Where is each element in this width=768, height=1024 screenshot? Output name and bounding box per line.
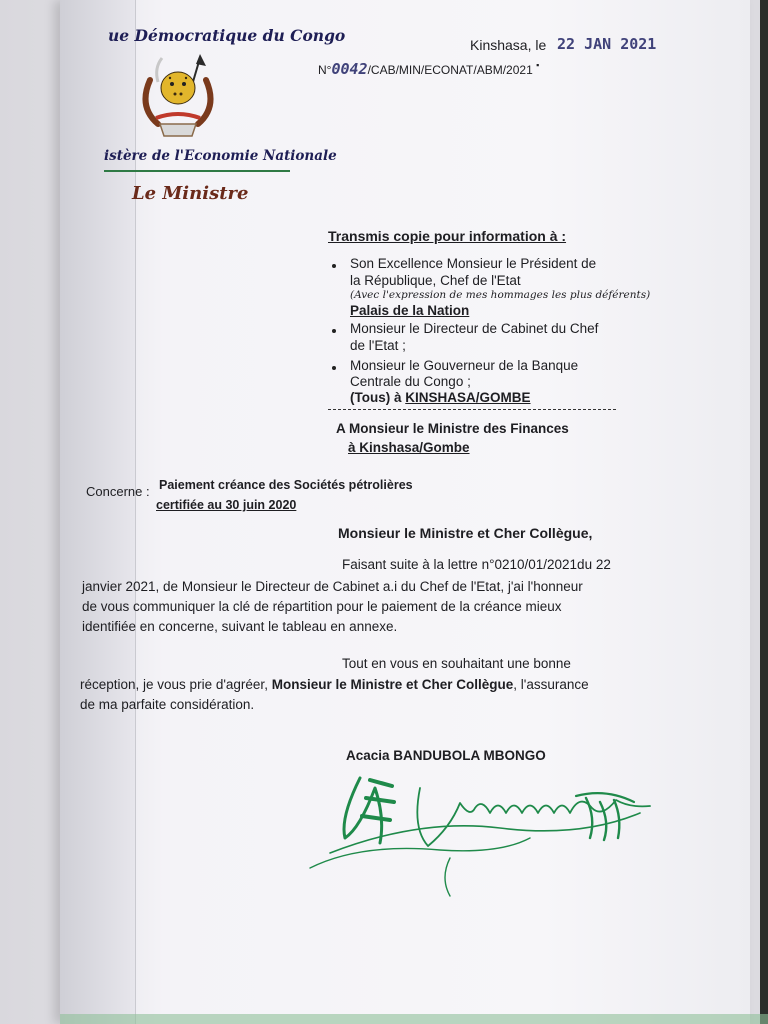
ministry-name: istère de l'Economie Nationale — [104, 148, 337, 164]
copy-2-line-2: de l'Etat ; — [350, 338, 406, 353]
copy-3-line-1: Monsieur le Gouverneur de la Banque — [350, 358, 579, 373]
salutation: Monsieur le Ministre et Cher Collègue, — [338, 525, 593, 541]
place-label: Kinshasa, le — [470, 37, 547, 53]
ministry-underline — [104, 170, 290, 172]
body-p2-line-1: Tout en vous en souhaitant une bonne — [342, 656, 571, 671]
date-stamp: 22 JAN 2021 — [557, 35, 657, 53]
body-p1-line-2: janvier 2021, de Monsieur le Directeur de Cabinet a.i du Chef de l'Etat, j'ai l'honneur — [82, 579, 583, 594]
reference-number: N°0042/CAB/MIN/ECONAT/ABM/2021 ▪ — [318, 60, 540, 78]
copies-all-place: KINSHASA/GOMBE — [405, 390, 531, 405]
reference-prefix: N° — [318, 63, 332, 77]
body-p1-line-1: Faisant suite à la lettre n°0210/01/2021du 22 — [342, 557, 611, 572]
body-p2-line-2 — [80, 677, 589, 692]
bullet — [332, 329, 336, 333]
copy-1-place: Palais de la Nation — [350, 303, 470, 318]
body-p1-line-4: identifiée en concerne, suivant le tableau en annexe. — [82, 619, 398, 634]
copies-heading: Transmis copie pour information à : — [328, 228, 567, 244]
body-p1-line-3: de vous communiquer la clé de répartition pour le paiement de la créance mieux — [82, 599, 562, 614]
recipient-line-2: à Kinshasa/Gombe — [348, 440, 470, 455]
concerne-line-1: Paiement créance des Sociétés pétrolières — [159, 478, 413, 492]
body-p2-line-2-a: réception, je vous prie d'agréer, — [80, 677, 272, 692]
minister-title: Le Ministre — [132, 183, 249, 204]
copy-3-line-2: Centrale du Congo ; — [350, 374, 471, 389]
copy-1-line-1: Son Excellence Monsieur le Président de — [350, 256, 597, 271]
recipient-line-1: A Monsieur le Ministre des Finances — [336, 421, 569, 436]
concerne-line-2: certifiée au 30 juin 2020 — [156, 498, 297, 512]
country-name: ue Démocratique du Congo — [108, 26, 346, 45]
bullet — [332, 264, 336, 268]
bottom-edge-strip — [60, 1014, 768, 1024]
concerne-label: Concerne : — [86, 484, 150, 499]
reference-handwritten-number: 0042 — [331, 60, 368, 78]
reference-code: /CAB/MIN/ECONAT/ABM/2021 — [367, 63, 533, 77]
copies-separator — [328, 409, 616, 410]
copy-1-line-2: la République, Chef de l'Etat — [350, 273, 521, 288]
body-p2-line-2-c: , l'assurance — [513, 677, 589, 692]
copies-all-line — [350, 390, 531, 405]
bullet — [332, 366, 336, 370]
body-p2-line-3: de ma parfaite considération. — [80, 697, 255, 712]
coat-of-arms-logo — [128, 52, 228, 140]
copies-all-prefix: (Tous) à — [350, 390, 406, 405]
signatory-name: Acacia BANDUBOLA MBONGO — [346, 748, 546, 763]
copy-2-line-1: Monsieur le Directeur de Cabinet du Chef — [350, 321, 599, 336]
handwritten-signature — [300, 758, 670, 898]
copy-1-note: (Avec l'expression de mes hommages les plus déférents) — [350, 289, 651, 301]
document-page — [60, 0, 750, 1024]
body-p2-line-2-bold: Monsieur le Ministre et Cher Collègue — [271, 677, 514, 692]
